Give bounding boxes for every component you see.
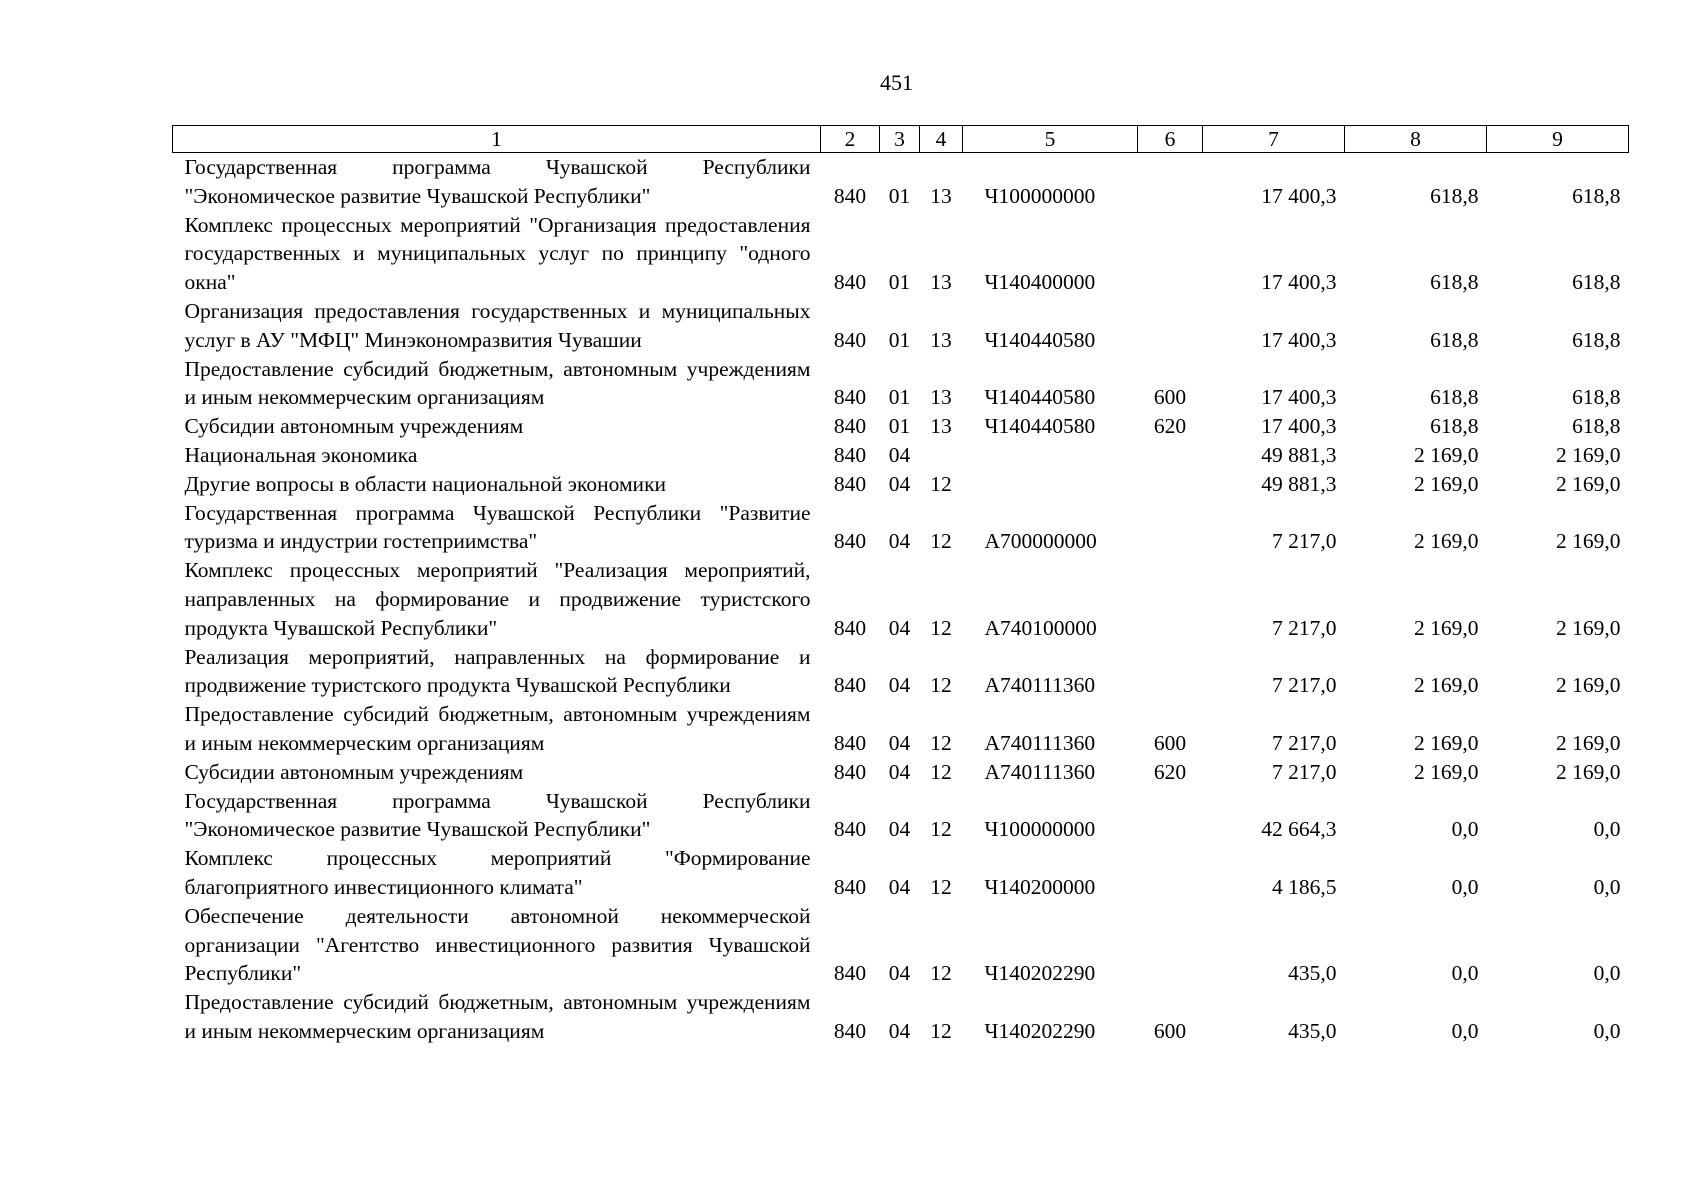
row-grbs: 840 <box>833 471 867 496</box>
row-grbs: 840 <box>833 817 867 842</box>
row-amount-year-1: 7 217,0 <box>1272 730 1337 755</box>
row-target-article: Ч140202290 <box>984 961 1096 986</box>
row-subsection: 12 <box>930 471 952 496</box>
row-amount-year-3: 618,8 <box>1572 327 1621 352</box>
row-target-article: А740111360 <box>984 673 1096 698</box>
row-expense-type <box>1138 441 1203 470</box>
row-grbs: 840 <box>833 759 867 784</box>
row-amount-year-2: 2 169,0 <box>1414 529 1479 554</box>
column-header-9: 9 <box>1487 126 1629 153</box>
row-amount-year-1: 7 217,0 <box>1272 673 1337 698</box>
table-row <box>173 700 1629 758</box>
column-header-3: 3 <box>880 126 920 153</box>
row-target-article <box>963 470 1138 499</box>
row-grbs: 840 <box>833 414 867 439</box>
row-amount-year-1: 49 881,3 <box>1261 442 1337 467</box>
row-target-article: Ч140400000 <box>984 270 1096 295</box>
row-amount-year-1: 17 400,3 <box>1261 327 1337 352</box>
row-grbs: 840 <box>833 874 867 899</box>
row-amount-year-2: 2 169,0 <box>1414 673 1479 698</box>
header-row <box>173 126 1629 153</box>
row-grbs: 840 <box>833 385 867 410</box>
row-name: Реализация мероприятий, направленных на формирование и продвижение туристского продукта Чувашской Республики <box>184 644 811 698</box>
row-name: Национальная экономика <box>184 442 418 467</box>
row-amount-year-2: 618,8 <box>1430 414 1479 439</box>
row-amount-year-2: 2 169,0 <box>1414 730 1479 755</box>
row-expense-type: 600 <box>1153 730 1187 755</box>
row-target-article: Ч140200000 <box>984 874 1096 899</box>
row-amount-year-1: 435,0 <box>1288 1018 1337 1043</box>
row-subsection: 12 <box>930 529 952 554</box>
row-subsection: 13 <box>930 385 952 410</box>
row-section: 04 <box>888 442 911 467</box>
row-amount-year-2: 2 169,0 <box>1414 615 1479 640</box>
row-target-article: Ч140440580 <box>984 327 1096 352</box>
row-expense-type <box>1138 556 1203 642</box>
row-grbs: 840 <box>833 1018 867 1043</box>
row-amount-year-2: 618,8 <box>1430 327 1479 352</box>
row-section: 04 <box>888 817 911 842</box>
row-expense-type: 600 <box>1153 1018 1187 1043</box>
row-amount-year-1: 17 400,3 <box>1261 385 1337 410</box>
row-amount-year-3: 2 169,0 <box>1556 529 1621 554</box>
table-body <box>173 153 1629 1046</box>
row-amount-year-2: 0,0 <box>1451 817 1479 842</box>
row-subsection: 12 <box>930 673 952 698</box>
table-row <box>173 902 1629 988</box>
row-section: 04 <box>888 874 911 899</box>
row-subsection: 12 <box>930 1018 952 1043</box>
row-section: 04 <box>888 961 911 986</box>
row-amount-year-3: 2 169,0 <box>1556 442 1621 467</box>
row-grbs: 840 <box>833 327 867 352</box>
row-amount-year-2: 2 169,0 <box>1414 442 1479 467</box>
table-row <box>173 556 1629 642</box>
row-amount-year-2: 618,8 <box>1430 270 1479 295</box>
column-header-6: 6 <box>1138 126 1203 153</box>
table-row <box>173 643 1629 701</box>
table-row <box>173 412 1629 441</box>
row-name: Государственная программа Чувашской Республики "Экономическое развитие Чувашской Республики" <box>184 155 811 208</box>
row-amount-year-2: 0,0 <box>1451 874 1479 899</box>
table-row <box>173 844 1629 902</box>
row-section: 01 <box>888 183 911 208</box>
row-amount-year-2: 2 169,0 <box>1414 471 1479 496</box>
row-name: Государственная программа Чувашской Республики "Развитие туризма и индустрии гостеприимства" <box>184 500 811 554</box>
row-grbs: 840 <box>833 673 867 698</box>
row-expense-type <box>1138 211 1203 297</box>
row-name: Предоставление субсидий бюджетным, автономным учреждениям и иным некоммерческим организациям <box>184 702 811 755</box>
budget-table <box>172 125 1629 1046</box>
table-row <box>173 153 1629 211</box>
row-name: Другие вопросы в области национальной экономики <box>184 471 667 496</box>
row-section: 01 <box>888 327 911 352</box>
row-amount-year-3: 618,8 <box>1572 270 1621 295</box>
row-amount-year-3: 2 169,0 <box>1556 471 1621 496</box>
row-section: 04 <box>888 529 911 554</box>
row-section: 01 <box>888 385 911 410</box>
row-section: 04 <box>888 471 911 496</box>
row-target-article: Ч140440580 <box>984 414 1096 439</box>
row-section: 04 <box>888 759 911 784</box>
row-subsection: 12 <box>930 730 952 755</box>
row-section: 04 <box>888 730 911 755</box>
row-name: Комплекс процессных мероприятий "Формирование благоприятного инвестиционного климата" <box>184 846 811 899</box>
table-row <box>173 758 1629 787</box>
table-row <box>173 211 1629 297</box>
row-amount-year-3: 618,8 <box>1572 414 1621 439</box>
row-target-article: Ч140440580 <box>984 385 1096 410</box>
row-subsection: 13 <box>930 270 952 295</box>
column-header-5: 5 <box>963 126 1138 153</box>
row-expense-type <box>1138 902 1203 988</box>
row-subsection: 13 <box>930 327 952 352</box>
row-subsection <box>920 441 963 470</box>
row-expense-type <box>1138 499 1203 557</box>
row-subsection: 13 <box>930 414 952 439</box>
row-amount-year-3: 618,8 <box>1572 183 1621 208</box>
row-subsection: 13 <box>930 183 952 208</box>
table-row <box>173 499 1629 557</box>
row-expense-type: 620 <box>1153 759 1187 784</box>
row-target-article: Ч100000000 <box>984 817 1096 842</box>
row-amount-year-1: 7 217,0 <box>1272 529 1337 554</box>
table-row <box>173 297 1629 355</box>
row-section: 04 <box>888 1018 911 1043</box>
table-row <box>173 441 1629 470</box>
row-target-article: Ч140202290 <box>984 1018 1096 1043</box>
row-amount-year-1: 17 400,3 <box>1261 183 1337 208</box>
row-amount-year-3: 0,0 <box>1593 961 1621 986</box>
table-header <box>173 126 1629 153</box>
column-header-7: 7 <box>1203 126 1345 153</box>
row-amount-year-3: 2 169,0 <box>1556 730 1621 755</box>
row-grbs: 840 <box>833 442 867 467</box>
row-subsection: 12 <box>930 817 952 842</box>
page-number: 451 <box>880 70 913 95</box>
row-grbs: 840 <box>833 183 867 208</box>
row-subsection: 12 <box>930 615 952 640</box>
row-name: Комплекс процессных мероприятий "Реализация мероприятий, направленных на формирование и продвижение туристского продукта Чувашской Республики" <box>184 558 811 640</box>
row-name: Обеспечение деятельности автономной некоммерческой организации "Агентство инвестиционного развития Чувашской Республики" <box>184 903 811 986</box>
row-grbs: 840 <box>833 270 867 295</box>
row-section: 01 <box>888 414 911 439</box>
row-target-article: А700000000 <box>984 529 1097 554</box>
column-header-8: 8 <box>1345 126 1487 153</box>
table-row <box>173 355 1629 413</box>
row-target-article: А740111360 <box>984 730 1096 755</box>
row-name: Государственная программа Чувашской Республики "Экономическое развитие Чувашской Республики" <box>184 788 811 842</box>
row-subsection: 12 <box>930 874 952 899</box>
row-name: Предоставление субсидий бюджетным, автономным учреждениям и иным некоммерческим организациям <box>184 356 811 410</box>
row-amount-year-1: 49 881,3 <box>1261 471 1337 496</box>
column-header-2: 2 <box>821 126 880 153</box>
row-amount-year-2: 2 169,0 <box>1414 759 1479 784</box>
row-amount-year-3: 0,0 <box>1593 874 1621 899</box>
row-expense-type <box>1138 844 1203 902</box>
row-grbs: 840 <box>833 529 867 554</box>
row-amount-year-1: 7 217,0 <box>1272 759 1337 784</box>
row-target-article: А740111360 <box>984 759 1096 784</box>
row-expense-type <box>1138 153 1203 211</box>
table-row <box>173 988 1629 1046</box>
table-row <box>173 787 1629 845</box>
row-amount-year-3: 0,0 <box>1593 1018 1621 1043</box>
row-expense-type <box>1138 297 1203 355</box>
row-name: Субсидии автономным учреждениям <box>184 759 524 784</box>
row-amount-year-2: 0,0 <box>1451 1018 1479 1043</box>
row-subsection: 12 <box>930 759 952 784</box>
row-section: 01 <box>888 270 911 295</box>
row-amount-year-3: 0,0 <box>1593 817 1621 842</box>
row-target-article <box>963 441 1138 470</box>
row-grbs: 840 <box>833 615 867 640</box>
row-amount-year-2: 618,8 <box>1430 183 1479 208</box>
row-amount-year-3: 2 169,0 <box>1556 759 1621 784</box>
column-header-4: 4 <box>920 126 963 153</box>
row-amount-year-3: 2 169,0 <box>1556 673 1621 698</box>
row-section: 04 <box>888 673 911 698</box>
row-expense-type <box>1138 787 1203 845</box>
row-expense-type <box>1138 643 1203 701</box>
row-grbs: 840 <box>833 961 867 986</box>
row-expense-type <box>1138 470 1203 499</box>
row-name: Организация предоставления государственных и муниципальных услуг в АУ "МФЦ" Минэкономразвития Чувашии <box>184 298 811 352</box>
row-target-article: Ч100000000 <box>984 183 1096 208</box>
row-target-article: А740100000 <box>984 615 1097 640</box>
row-amount-year-1: 42 664,3 <box>1261 817 1337 842</box>
row-amount-year-1: 17 400,3 <box>1261 270 1337 295</box>
row-amount-year-1: 17 400,3 <box>1261 414 1337 439</box>
row-amount-year-3: 2 169,0 <box>1556 615 1621 640</box>
row-name: Предоставление субсидий бюджетным, автономным учреждениям и иным некоммерческим организациям <box>184 990 811 1043</box>
row-expense-type: 620 <box>1153 414 1187 439</box>
row-subsection: 12 <box>930 961 952 986</box>
row-expense-type: 600 <box>1153 385 1187 410</box>
row-amount-year-1: 4 186,5 <box>1272 874 1337 899</box>
row-section: 04 <box>888 615 911 640</box>
row-amount-year-3: 618,8 <box>1572 385 1621 410</box>
row-grbs: 840 <box>833 730 867 755</box>
row-name: Комплекс процессных мероприятий "Организация предоставления государственных и муниципальных услуг по принципу "одного окна" <box>184 212 811 295</box>
table-row <box>173 470 1629 499</box>
row-amount-year-2: 618,8 <box>1430 385 1479 410</box>
row-name: Субсидии автономным учреждениям <box>184 414 524 439</box>
row-amount-year-2: 0,0 <box>1451 961 1479 986</box>
column-header-1: 1 <box>173 126 821 153</box>
row-amount-year-1: 435,0 <box>1288 961 1337 986</box>
row-amount-year-1: 7 217,0 <box>1272 615 1337 640</box>
